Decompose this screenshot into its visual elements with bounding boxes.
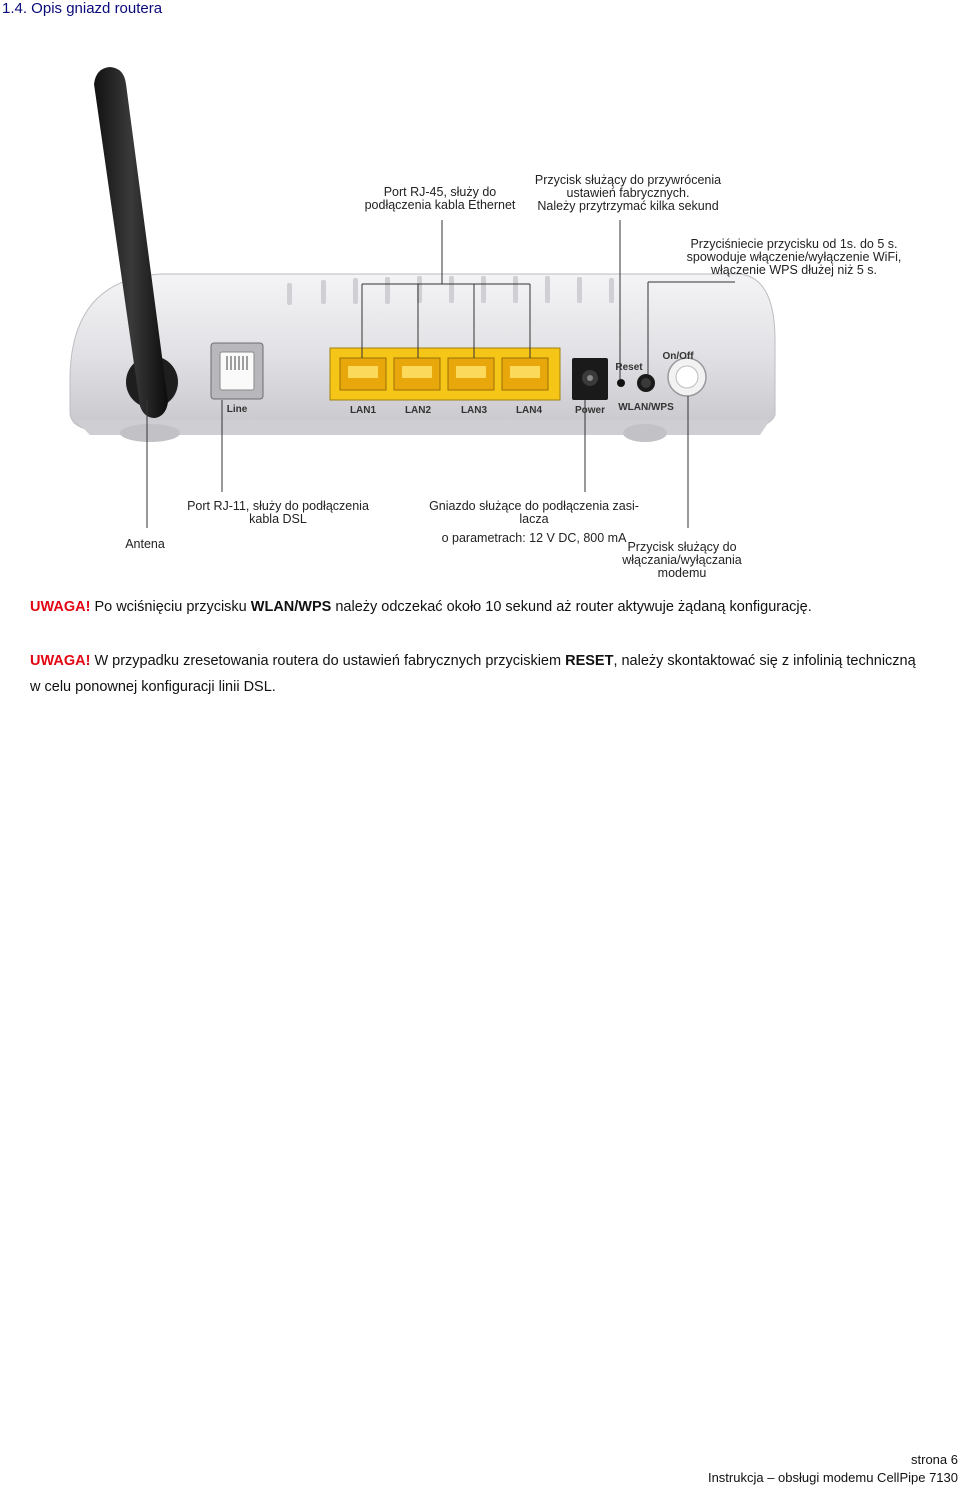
label-onoff: Przycisk służący do włączania/wyłączania modemu — [622, 540, 742, 580]
label-antenna: Antena — [125, 537, 165, 551]
note-wlan-wps: UWAGA! Po wciśnięciu przycisku WLAN/WPS należy odczekać około 10 sekund aż router aktywuje żądaną konfigurację. — [30, 599, 812, 615]
label-power: Gniazdo służące do podłączenia zasi- lacza o parametrach: 12 V DC, 800 mA — [429, 499, 639, 545]
label-rj11: Port RJ-11, służy do podłączenia kabla DSL — [187, 499, 369, 526]
router-foot-left — [120, 424, 180, 442]
port-label-wlan: WLAN/WPS — [618, 402, 674, 413]
reset-button — [617, 379, 625, 387]
note-reset: UWAGA! W przypadku zresetowania routera do ustawień fabrycznych przyciskiem RESET, należy skontaktować się z infolinią techniczną w celu ponownej konfiguracji linii DSL. — [30, 653, 916, 695]
port-label-power: Power — [574, 405, 606, 416]
port-label-reset: Reset — [615, 362, 643, 373]
label-rj45: Port RJ-45, służy do podłączenia kabla Ethernet — [364, 185, 516, 212]
port-label-onoff: On/Off — [662, 351, 694, 362]
port-label-lan4: LAN4 — [515, 405, 543, 416]
section-heading: 1.4. Opis gniazd routera — [2, 0, 163, 17]
router-figure — [0, 40, 960, 600]
label-wlan-wps: Przyciśniecie przycisku od 1s. do 5 s. spowoduje włączenie/wyłączenie WiFi, włączenie WPS dłużej niż 5 s. — [686, 237, 902, 277]
router-foot-right — [623, 424, 667, 442]
label-reset: Przycisk służący do przywrócenia ustawień fabrycznych. Należy przytrzymać kilka sekund — [534, 173, 722, 213]
port-label-line: Line — [226, 404, 248, 415]
port-label-lan2: LAN2 — [404, 405, 432, 416]
page-number: strona 6 — [911, 1452, 958, 1467]
port-label-lan1: LAN1 — [349, 405, 377, 416]
port-label-lan3: LAN3 — [460, 405, 488, 416]
footer-title: Instrukcja – obsługi modemu CellPipe 7130 — [707, 1470, 958, 1485]
